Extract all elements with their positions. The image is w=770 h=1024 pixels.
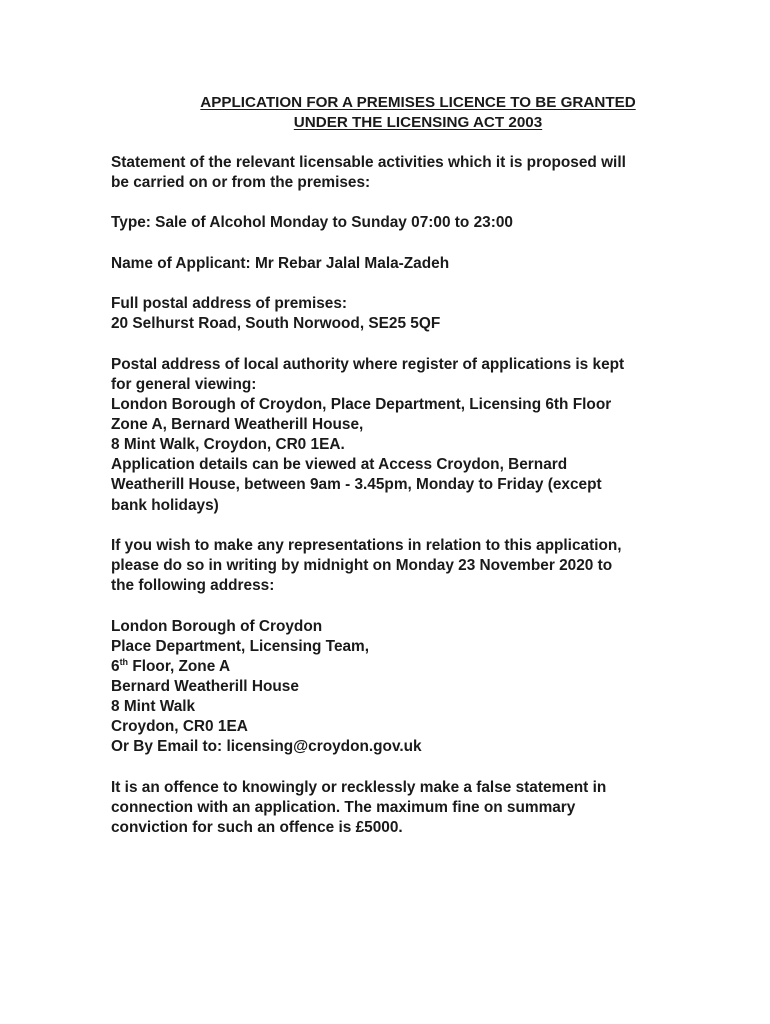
floor-suffix: th xyxy=(119,656,129,667)
type-paragraph xyxy=(111,213,741,233)
premises-paragraph xyxy=(111,294,741,334)
contact-line: 8 Mint Walk xyxy=(111,698,196,716)
representations-paragraph xyxy=(111,536,741,596)
authority-line: Postal address of local authority where register of applications is kept xyxy=(111,355,625,373)
offence-line: connection with an application. The maximum fine on summary xyxy=(111,798,576,816)
statement-line: be carried on or from the premises: xyxy=(111,174,371,192)
applicant-paragraph xyxy=(111,254,741,274)
authority-line: bank holidays) xyxy=(111,496,219,514)
authority-line: 8 Mint Walk, Croydon, CR0 1EA. xyxy=(111,436,345,454)
authority-line: Application details can be viewed at Access Croydon, Bernard xyxy=(111,456,568,474)
authority-line: Zone A, Bernard Weatherill House, xyxy=(111,415,364,433)
premises-address: 20 Selhurst Road, South Norwood, SE25 5QF xyxy=(111,315,441,333)
type-line: Type: Sale of Alcohol Monday to Sunday 07:00 to 23:00 xyxy=(111,214,513,232)
statement-paragraph xyxy=(111,153,741,193)
statement-line: Statement of the relevant licensable activities which it is proposed will xyxy=(111,154,626,171)
floor-number: 6 xyxy=(111,657,120,675)
representations-line: please do so in writing by midnight on Monday 23 November 2020 to xyxy=(111,557,613,575)
authority-line: for general viewing: xyxy=(111,375,257,393)
authority-paragraph xyxy=(111,355,741,516)
contact-line: Croydon, CR0 1EA xyxy=(111,718,248,736)
offence-line: It is an offence to knowingly or recklessly make a false statement in xyxy=(111,778,607,796)
contact-line: Bernard Weatherill House xyxy=(111,677,299,695)
applicant-line: Name of Applicant: Mr Rebar Jalal Mala-Zadeh xyxy=(111,254,450,272)
floor-rest: Floor, Zone A xyxy=(128,657,231,675)
contact-line: Place Department, Licensing Team, xyxy=(111,637,370,655)
contact-address xyxy=(111,617,741,758)
document-title xyxy=(100,93,736,133)
document-body xyxy=(111,153,741,838)
contact-floor-line xyxy=(111,657,741,677)
contact-email-line: Or By Email to: licensing@croydon.gov.uk xyxy=(111,738,422,756)
authority-line: London Borough of Croydon, Place Department, Licensing 6th Floor xyxy=(111,395,612,413)
title-line-2: UNDER THE LICENSING ACT 2003 xyxy=(293,114,543,131)
premises-label: Full postal address of premises: xyxy=(111,295,348,313)
representations-line: the following address: xyxy=(111,577,275,595)
authority-line: Weatherill House, between 9am - 3.45pm, Monday to Friday (except xyxy=(111,476,602,494)
representations-line: If you wish to make any representations in relation to this application, xyxy=(111,536,622,554)
offence-paragraph xyxy=(111,778,741,838)
contact-line: London Borough of Croydon xyxy=(111,617,323,635)
offence-line: conviction for such an offence is £5000. xyxy=(111,819,403,837)
title-line-1: APPLICATION FOR A PREMISES LICENCE TO BE GRANTED xyxy=(200,94,636,111)
